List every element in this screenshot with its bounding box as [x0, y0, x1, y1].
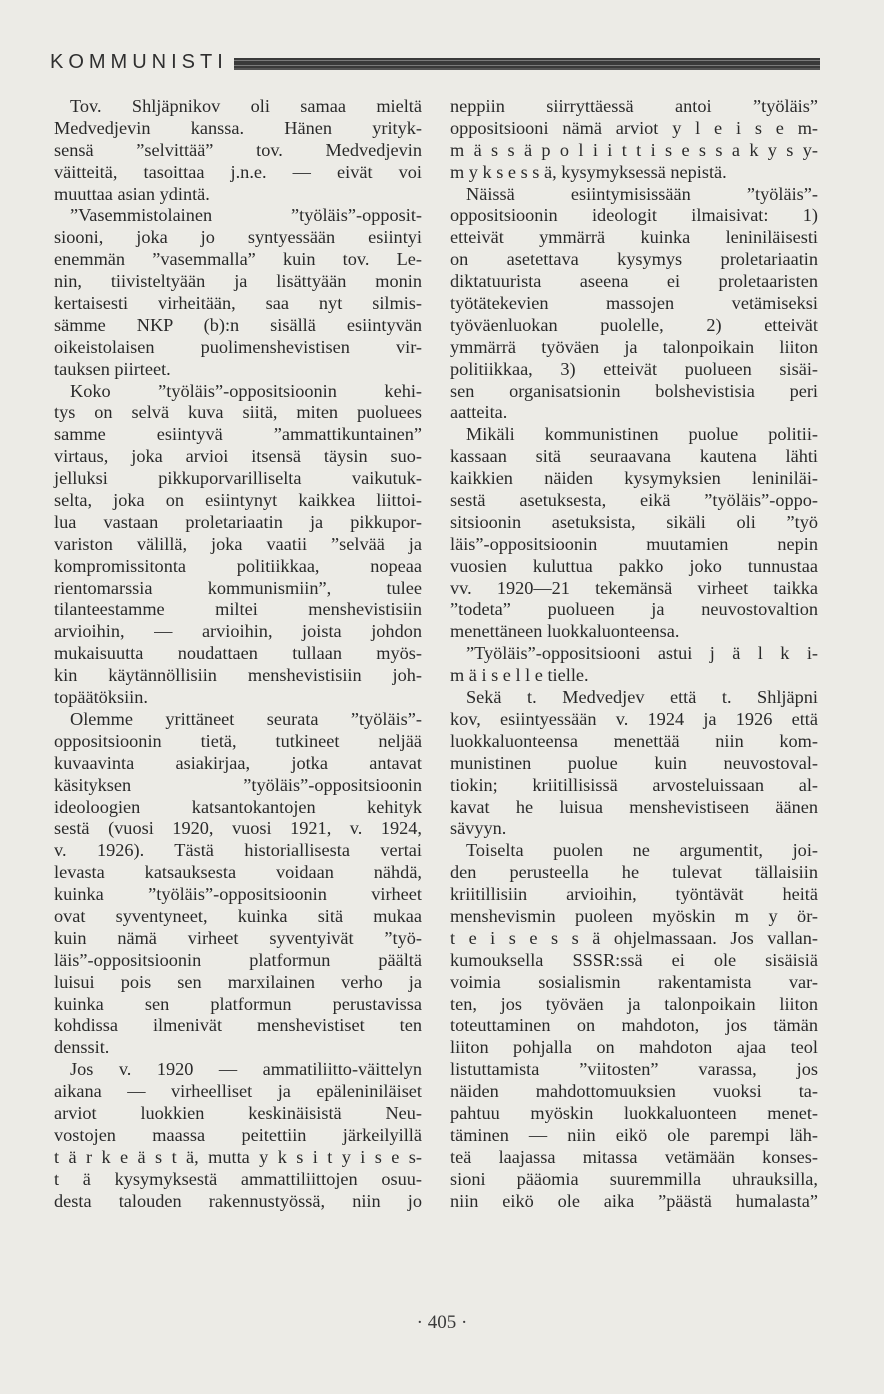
text-line: vostojen maassa peitettiin järkeilyillä: [54, 1124, 422, 1145]
text-line: kuinka sen platformun perustavissa: [54, 993, 422, 1014]
text-line: ymmärrä työväen ja talonpoikain liiton: [450, 336, 818, 357]
text-line: kertaisesti virheitään, saa nyt silmis-: [54, 293, 422, 314]
text-line: rientomarssia kommunismiin”, tulee: [54, 577, 422, 598]
text-line: liiton pohjalla on mahdoton ajaa teol: [450, 1037, 818, 1058]
text-line: ”Vasemmistolainen ”työläis”-opposit-: [70, 205, 422, 226]
text-line: kohdissa ilmenivät menshevistiset ten: [54, 1015, 422, 1036]
text-line: enemmän ”vasemmalla” kuin tov. Le-: [54, 249, 422, 270]
text-line: kov, esiintyessään v. 1924 ja 1926 että: [450, 708, 818, 729]
text-line: työtätekevien massojen vetämiseksi: [450, 293, 818, 314]
text-line: Sekä t. Medvedjev että t. Shljäpni: [466, 687, 818, 708]
text-line: ten, jos työväen ja talonpoikain liiton: [450, 993, 818, 1014]
text-line: selta, joka on esiintynyt kaikkea liittoi-: [54, 490, 422, 511]
text-line: neppiin siirryttäessä antoi ”työläis”: [450, 96, 818, 116]
text-line: toteuttaminen on mahdoton, jos tämän: [450, 1015, 818, 1036]
text-line: kuin nämä virheet syventyivät ”työ-: [54, 927, 422, 948]
text-line: virtaus, joka arvioi itsensä täysin suo-: [54, 446, 422, 467]
text-line: menettäneen luokkaluonteensa.: [450, 621, 680, 642]
text-line: kuvaavinta asiakirjaa, jotka antavat: [54, 752, 422, 773]
text-line: voimia sosialismin rakentamista var-: [450, 971, 818, 992]
text-line: kuinka ”työläis”-oppositsioonin virheet: [54, 884, 422, 905]
text-line: v. 1926). Tästä historiallisesta vertai: [54, 840, 422, 861]
text-line: mukaisuutta noudattaen tullaan myös-: [54, 643, 422, 664]
text-column-left: [54, 96, 422, 1212]
text-line: kumouksella SSSR:ssä ei ole sisäisiä: [450, 949, 818, 970]
text-line: tauksen piirteet.: [54, 358, 171, 379]
text-line: aikana — virheelliset ja epäleniniläiset: [54, 1081, 422, 1102]
text-line: sen organisatsionin bolshevistisia peri: [450, 380, 818, 401]
text-line: käsityksen ”työläis”-oppositsioonin: [54, 774, 422, 795]
text-line: politiikkaa, 3) etteivät puolueen sisäi-: [450, 358, 818, 379]
text-line: arviot luokkien keskinäisistä Neu-: [54, 1102, 422, 1123]
page-number: · 405 ·: [416, 1312, 468, 1333]
text-line: pahtuu myöskin luokkaluonteen menet-: [450, 1102, 818, 1123]
text-line: munistinen puolue kuin neuvostoval-: [450, 752, 818, 773]
text-line: kin käytännöllisiin menshevistisiin joh-: [54, 665, 422, 686]
text-line: Toiselta puolen ne argumentit, joi-: [466, 840, 818, 861]
text-line: jelluksi pikkuporvarilliselta vaikutuk-: [54, 468, 422, 489]
header-rule: [234, 58, 820, 70]
text-line: samme esiintyvä ”ammattikuntainen”: [54, 424, 422, 445]
text-line: tilanteestamme miltei menshevistisiin: [54, 599, 422, 620]
text-line: diktatuurista aseena ei proletaaristen: [450, 271, 818, 292]
text-line: Medvedjevin kanssa. Hänen yrityk-: [54, 117, 422, 138]
text-line: topäätöksiin.: [54, 687, 148, 708]
text-line: den perusteella he tulevat tällaisiin: [450, 862, 818, 883]
text-line: vuosien kuluttua pakko joko tunnustaa: [450, 555, 818, 576]
text-line: Tov. Shljäpnikov oli samaa mieltä: [70, 96, 422, 116]
text-line: ovat syventyneet, kuinka sitä mukaa: [54, 905, 422, 926]
text-line: oppositsioonin tietä, tutkineet neljää: [54, 730, 422, 751]
text-line: luisui pois sen marxilainen verho ja: [54, 971, 422, 992]
text-line: kompromissitonta politiikkaa, nopeaa: [54, 555, 422, 576]
text-line: Näissä esiintymisissään ”työläis”-: [466, 183, 818, 204]
text-line: ”todeta” puolueen ja neuvostovaltion: [450, 599, 818, 620]
text-line: sestä (vuosi 1920, vuosi 1921, v. 1924,: [54, 818, 422, 839]
text-line: listuttamista ”viitosten” varassa, jos: [450, 1059, 818, 1080]
text-line: oikeistolaisen puolimenshevistisen vir-: [54, 336, 422, 357]
text-line: Koko ”työläis”-oppositsioonin kehi-: [70, 380, 422, 401]
running-header: [50, 44, 820, 74]
text-line: t e i s e s s ä ohjelmassaan. Jos vallan-: [450, 927, 818, 948]
text-line: sämme NKP (b):n sisällä esiintyvän: [54, 314, 422, 335]
text-line: m ä s s ä p o l i i t t i s e s s a k y s y-: [450, 139, 818, 160]
text-line: teä laajassa mitassa vetämään konses-: [450, 1146, 818, 1167]
text-line: kriitillisiin arvioihin, työntävät heitä: [450, 884, 818, 905]
text-line: Olemme yrittäneet seurata ”työläis”-: [70, 708, 422, 729]
text-line: levasta katsauksesta voidaan nähdä,: [54, 862, 422, 883]
text-line: sensä ”selvittää” tov. Medvedjevin: [54, 139, 422, 160]
text-line: ideoloogien katsantokantojen kehityk: [54, 796, 422, 817]
text-line: täminen — niin eikö ole parempi läh-: [450, 1124, 818, 1145]
journal-title: KOMMUNISTI: [50, 51, 228, 73]
text-line: nin, tiivisteltyään ja lisättyään monin: [54, 271, 422, 292]
text-line: oppositsiooni nämä arviot y l e i s e m-: [450, 117, 818, 138]
text-line: Jos v. 1920 — ammatiliitto-väittelyn: [70, 1059, 422, 1080]
text-line: vv. 1920—21 tekemänsä virheet taikka: [450, 577, 818, 598]
text-line: kavat he luisua menshevistiseen äänen: [450, 796, 818, 817]
text-line: on asetettava kysymys proletariaatin: [450, 249, 818, 270]
text-line: menshevismin puoleen myöskin m y ör-: [450, 905, 818, 926]
text-line: lua vastaan proletariaatin ja pikkupor-: [54, 511, 422, 532]
text-line: työväenluokan puolelle, 2) etteivät: [450, 314, 818, 335]
text-line: desta talouden rakennustyössä, niin jo: [54, 1190, 422, 1211]
text-line: sitsioonin asetuksista, sikäli oli ”työ: [450, 511, 818, 532]
text-line: sioni pääomia suuremmilla uhrauksilla,: [450, 1168, 818, 1189]
text-line: variston välillä, joka vaatii ”selvää ja: [54, 533, 422, 554]
text-line: sestä asetuksesta, eikä ”työläis”-oppo-: [450, 490, 818, 511]
text-line: kaikkien näiden kysymyksien leniniläi-: [450, 468, 818, 489]
text-line: m y k s e s s ä, kysymyksessä nepistä.: [450, 161, 727, 182]
text-line: kassaan sitä seuraavana kautena lähti: [450, 446, 818, 467]
text-line: näiden mahdottomuuksien vuoksi ta-: [450, 1081, 818, 1102]
text-line: sävyyn.: [450, 818, 507, 839]
text-line: denssit.: [54, 1037, 110, 1058]
text-line: etteivät ymmärrä kuinka leniniläisesti: [450, 227, 818, 248]
text-line: aatteita.: [450, 402, 508, 423]
text-line: m ä i s e l l e tielle.: [450, 665, 589, 686]
text-line: niin eikö ole aika ”päästä humalasta”: [450, 1190, 818, 1211]
text-line: tiokin; kriitillisissä arvosteluissaan al-: [450, 774, 818, 795]
text-line: t ä r k e ä s t ä, mutta y k s i t y i s e s-: [54, 1146, 422, 1167]
text-line: tys on selvä kuva siitä, miten puoluees: [54, 402, 422, 423]
text-line: luokkaluonteensa menettää niin kom-: [450, 730, 818, 751]
text-line: oppositsioonin ideologit ilmaisivat: 1): [450, 205, 818, 226]
text-line: siooni, joka jo syntyessään esiintyi: [54, 227, 422, 248]
text-line: läis”-oppositsioonin platformun päältä: [54, 949, 422, 970]
text-column-right: [450, 96, 818, 1212]
text-line: muuttaa asian ydintä.: [54, 183, 210, 204]
text-line: ”Työläis”-oppositsiooni astui j ä l k i-: [466, 643, 818, 664]
text-line: Mikäli kommunistinen puolue politii-: [466, 424, 818, 445]
text-line: läis”-oppositsioonin muutamien nepin: [450, 533, 818, 554]
text-line: t ä kysymyksestä ammattiliittojen osuu-: [54, 1168, 422, 1189]
text-line: väitteitä, tasoittaa j.n.e. — eivät voi: [54, 161, 422, 182]
text-line: arvioihin, — arvioihin, joista johdon: [54, 621, 422, 642]
